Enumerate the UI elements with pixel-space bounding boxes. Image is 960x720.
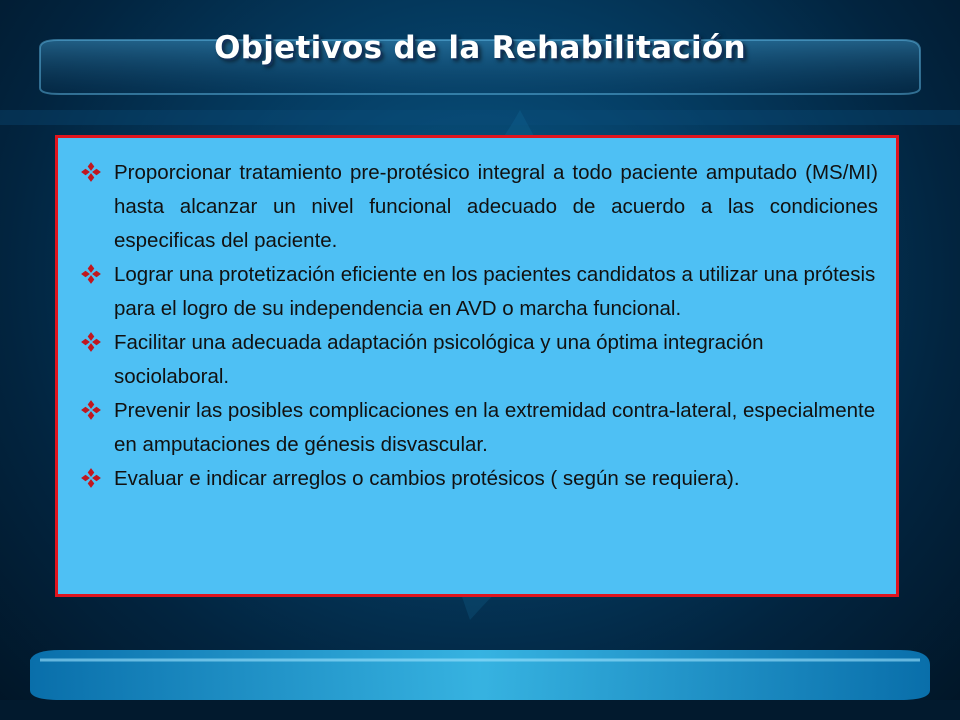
four-diamond-bullet-icon: [80, 161, 102, 183]
bullet-item: [78, 394, 878, 462]
bullet-text: Proporcionar tratamiento pre-protésico integral a todo paciente amputado (MS/MI) hasta alcanzar un nivel funcional adecuado de acuerdo a las condiciones especificas del paciente.: [114, 161, 878, 252]
four-diamond-bullet-icon: [80, 467, 102, 489]
slide-title: Objetivos de la Rehabilitación: [214, 30, 746, 66]
bullet-text: Prevenir las posibles complicaciones en la extremidad contra-lateral, especialmente en amputaciones de génesis disvascular.: [114, 399, 876, 456]
bullet-item: [78, 326, 878, 394]
four-diamond-bullet-icon: [80, 263, 102, 285]
bullet-text: Lograr una protetización eficiente en los pacientes candidatos a utilizar una prótesis para el logro de su independencia en AVD o marcha funcional.: [114, 263, 876, 320]
bullet-text: Evaluar e indicar arreglos o cambios protésicos ( según se requiera).: [114, 467, 740, 490]
four-diamond-bullet-icon: [80, 399, 102, 421]
bullet-text: Facilitar una adecuada adaptación psicológica y una óptima integración sociolaboral.: [114, 331, 764, 388]
bullet-item: [78, 156, 878, 258]
objectives-box: [55, 135, 899, 597]
bullet-item: [78, 258, 878, 326]
four-diamond-bullet-icon: [80, 331, 102, 353]
bullet-item: [78, 462, 878, 496]
